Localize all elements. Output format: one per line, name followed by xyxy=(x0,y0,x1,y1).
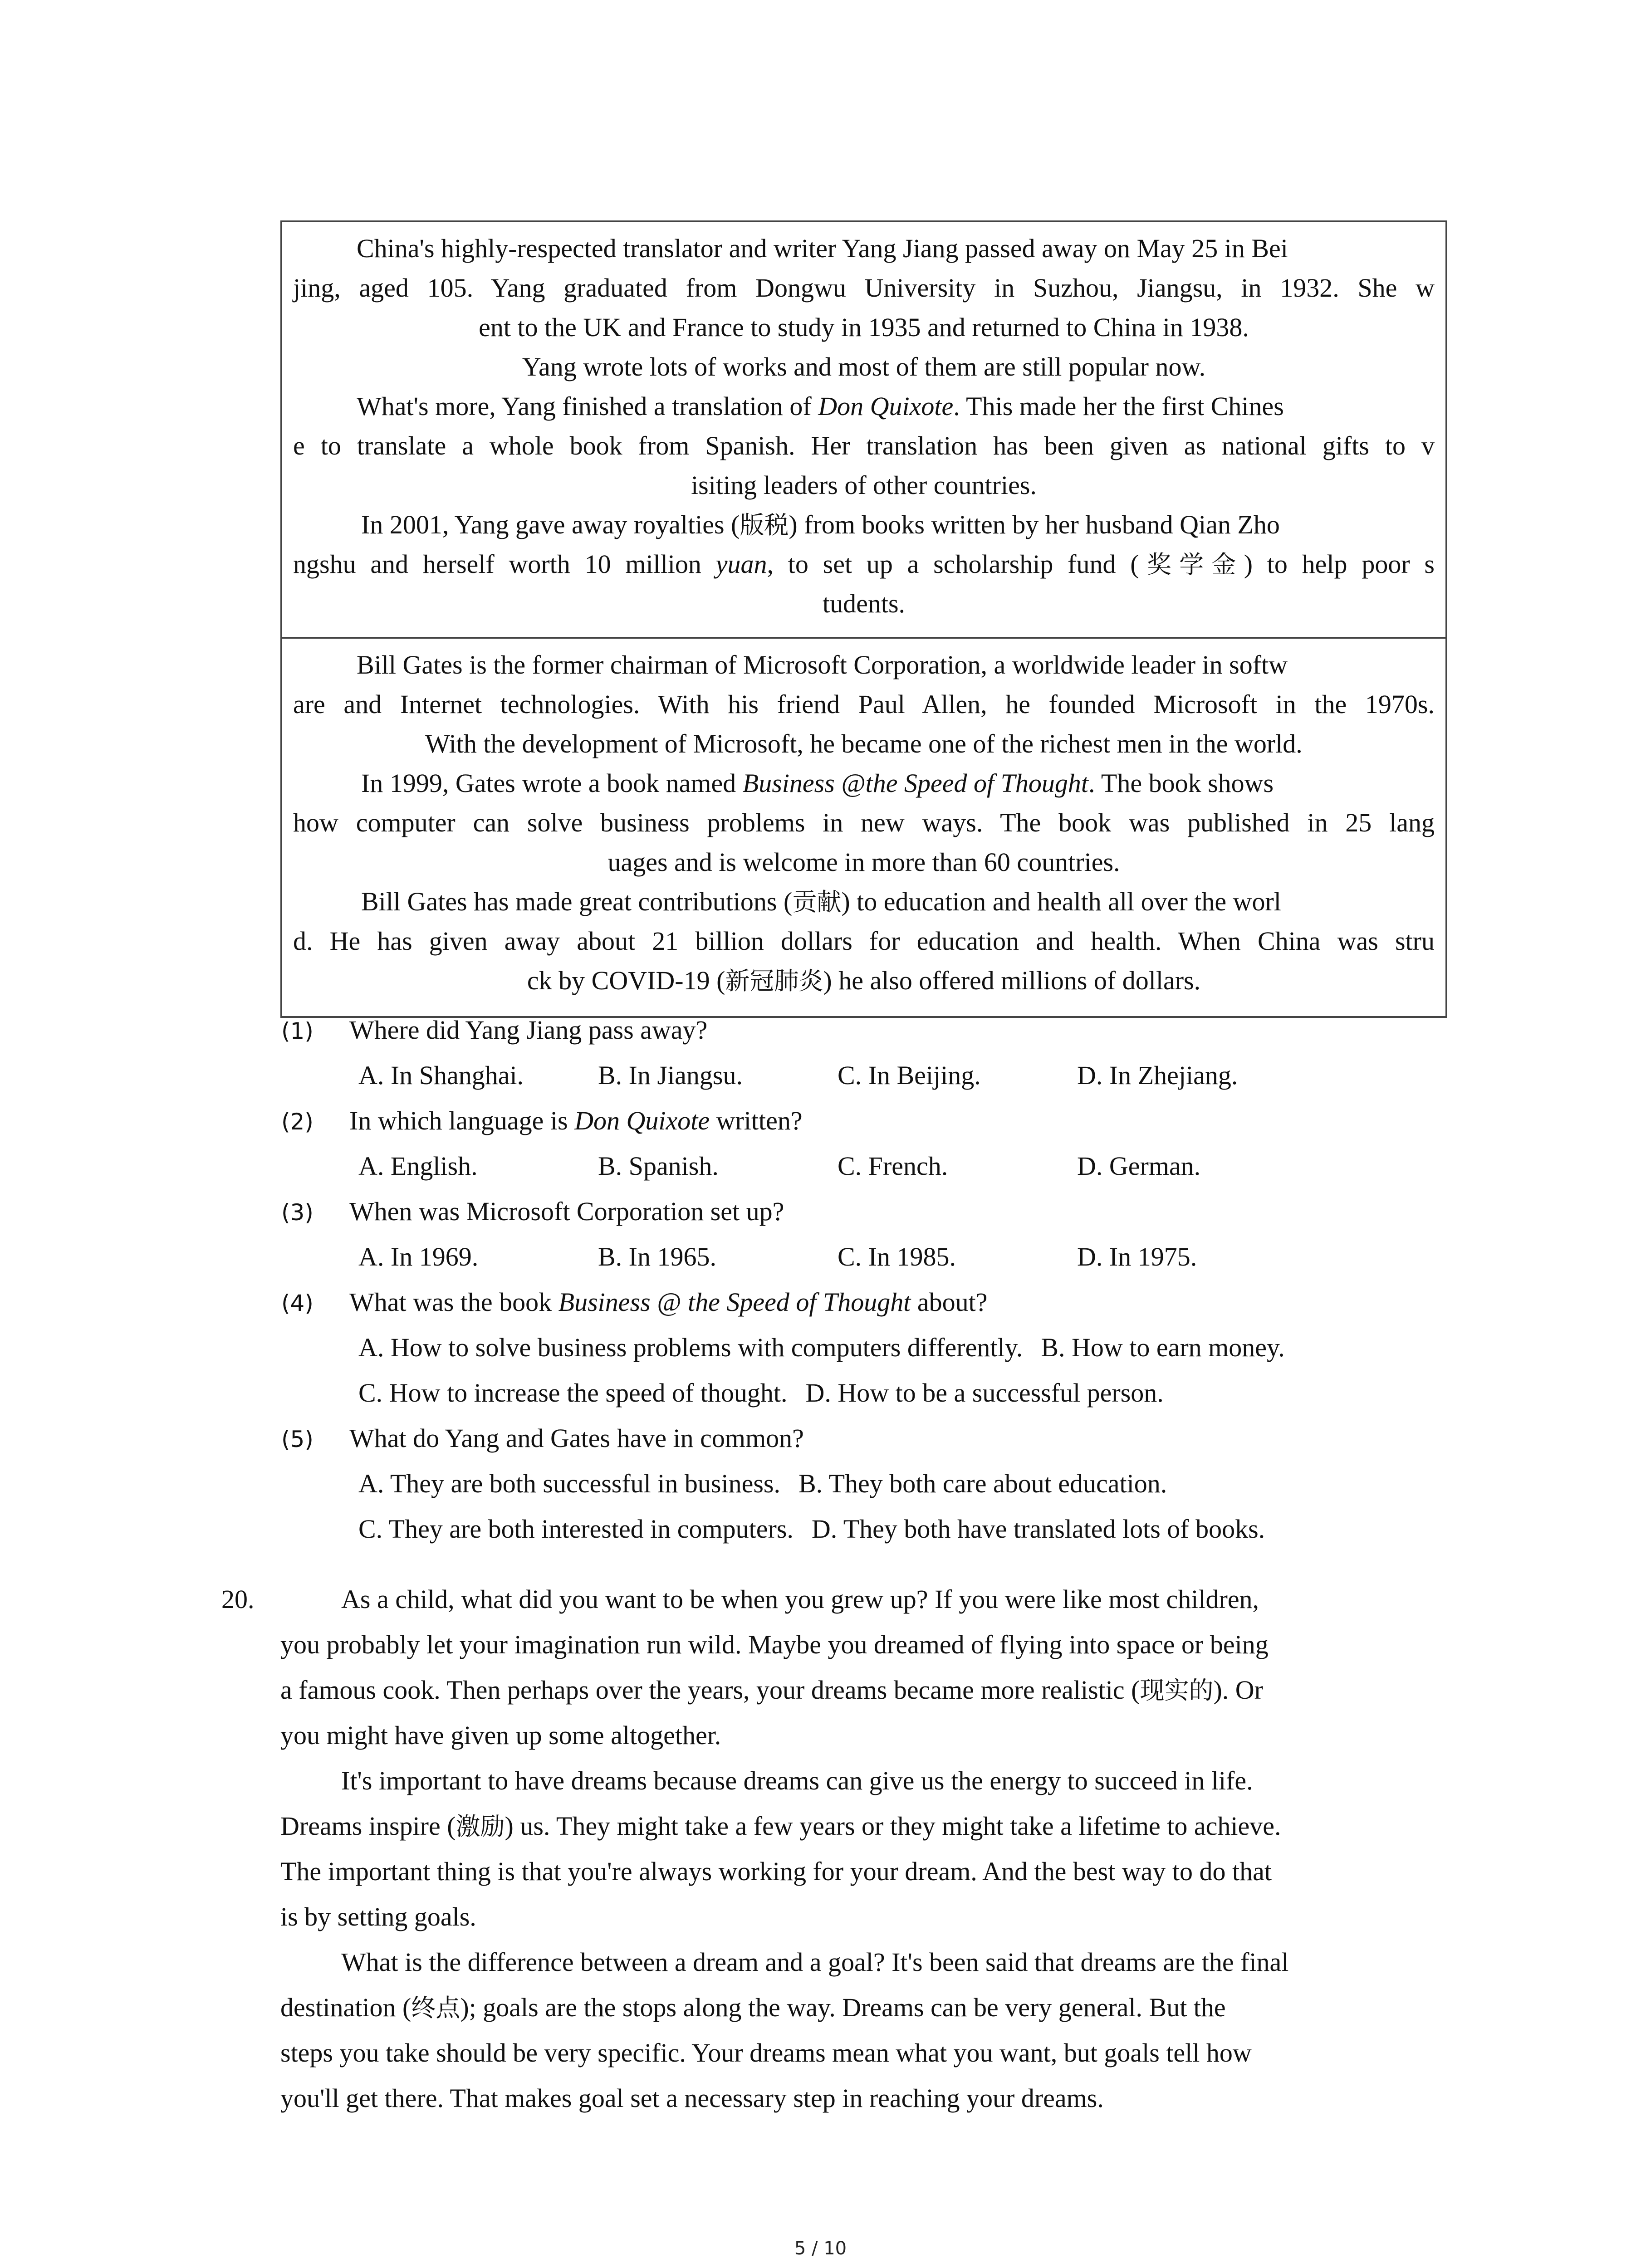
option-d[interactable]: D. They both have translated lots of books. xyxy=(811,1514,1265,1544)
question-5 xyxy=(281,1422,804,1455)
question-text: What do Yang and Gates have in common? xyxy=(349,1423,804,1453)
passage-line: jing, aged 105. Yang graduated from Dongwu University in Suzhou, Jiangsu, in 1932. She w xyxy=(293,273,1435,303)
passage-line: In 1999, Gates wrote a book named Business @the Speed of Thought. The book shows xyxy=(361,768,1274,798)
chinese-gloss: 奖学金 xyxy=(1139,550,1244,579)
passage-line: It's important to have dreams because dreams can give us the energy to succeed in life. xyxy=(341,1766,1253,1795)
passage-line: a famous cook. Then perhaps over the years, your dreams became more realistic (现实的). Or xyxy=(280,1675,1263,1705)
option-a[interactable]: A. How to solve business problems with computers differently. xyxy=(358,1333,1023,1362)
option-b[interactable]: B. They both care about education. xyxy=(798,1469,1167,1498)
chinese-gloss: 终点 xyxy=(411,1994,460,2022)
option-d[interactable]: D. How to be a successful person. xyxy=(805,1378,1164,1408)
passage-line: uages and is welcome in more than 60 countries. xyxy=(607,847,1120,877)
option-a[interactable]: A. They are both successful in business. xyxy=(358,1469,780,1498)
option-b[interactable]: B. In 1965. xyxy=(598,1242,716,1271)
passage-line: In 2001, Yang gave away royalties (版税) from books written by her husband Qian Zho xyxy=(361,510,1280,539)
chinese-gloss: 激励 xyxy=(456,1812,505,1841)
passage-line: steps you take should be very specific. Your dreams mean what you want, but goals tell how xyxy=(280,2038,1252,2068)
chinese-gloss: 版税 xyxy=(740,511,789,539)
question-number: (4) xyxy=(281,1290,314,1316)
passage-line: With the development of Microsoft, he became one of the richest men in the world. xyxy=(425,729,1303,758)
passage-line: tudents. xyxy=(822,589,906,618)
option-c[interactable]: C. They are both interested in computers. xyxy=(358,1514,794,1544)
question-number: (3) xyxy=(281,1199,314,1226)
passage-line: What is the difference between a dream and a goal? It's been said that dreams are the final xyxy=(341,1947,1289,1977)
option-a[interactable]: A. English. xyxy=(358,1151,478,1181)
option-d[interactable]: D. German. xyxy=(1077,1151,1201,1181)
question-2-options xyxy=(358,1150,1200,1182)
option-b[interactable]: B. Spanish. xyxy=(598,1151,719,1181)
passage-line: ent to the UK and France to study in 1935 and returned to China in 1938. xyxy=(479,313,1249,342)
passage-line: isiting leaders of other countries. xyxy=(691,470,1037,500)
passage-bill-gates-box xyxy=(280,637,1447,1018)
passage-line: As a child, what did you want to be when you grew up? If you were like most children, xyxy=(341,1584,1259,1614)
passage-line: e to translate a whole book from Spanish. Her translation has been given as national gifts to v xyxy=(293,431,1435,460)
book-title: Don Quixote xyxy=(818,391,954,421)
option-b[interactable]: B. In Jiangsu. xyxy=(598,1061,743,1090)
question-number-20: 20. xyxy=(221,1584,255,1614)
passage-line: are and Internet technologies. With his friend Paul Allen, he founded Microsoft in the 1970s. xyxy=(293,689,1435,719)
passage-line: Dreams inspire (激励) us. They might take a few years or they might take a lifetime to achieve. xyxy=(280,1811,1281,1841)
question-number: (2) xyxy=(281,1109,314,1135)
passage-line: you might have given up some altogether. xyxy=(280,1721,721,1750)
chinese-gloss: 新冠肺炎 xyxy=(725,967,823,995)
passage-line: The important thing is that you're always working for your dream. And the best way to do that xyxy=(280,1857,1272,1886)
question-text: When was Microsoft Corporation set up? xyxy=(349,1197,784,1226)
question-3-options xyxy=(358,1241,1197,1273)
passage-line: d. He has given away about 21 billion dollars for education and health. When China was stru xyxy=(293,926,1435,956)
question-4: (4) What was the book Business @ the Speed of Thought about? xyxy=(281,1286,987,1319)
option-c[interactable]: C. French. xyxy=(838,1151,948,1181)
passage-line: China's highly-respected translator and writer Yang Jiang passed away on May 25 in Bei xyxy=(357,234,1288,263)
question-1 xyxy=(281,1014,707,1047)
passage-line: Bill Gates has made great contributions (贡献) to education and health all over the worl xyxy=(361,887,1281,916)
question-4-options-row2 xyxy=(358,1377,1182,1409)
passage-20 xyxy=(280,1577,1451,2121)
option-b[interactable]: B. How to earn money. xyxy=(1041,1333,1285,1362)
question-4-options-row1 xyxy=(358,1332,1303,1364)
passage-line: destination (终点); goals are the stops along the way. Dreams can be very general. But the xyxy=(280,1993,1226,2022)
option-a[interactable]: A. In Shanghai. xyxy=(358,1061,524,1090)
passage-line: ngshu and herself worth 10 million yuan, to set up a scholarship fund (奖学金) to help poor s xyxy=(293,549,1435,579)
passage-line: you probably let your imagination run wild. Maybe you dreamed of flying into space or being xyxy=(280,1630,1269,1659)
book-title: Business @ the Speed of Thought xyxy=(558,1287,911,1317)
question-number: (1) xyxy=(281,1018,314,1044)
option-d[interactable]: D. In Zhejiang. xyxy=(1077,1061,1238,1090)
chinese-gloss: 贡献 xyxy=(792,888,842,916)
question-number: (5) xyxy=(281,1426,314,1452)
passage-line: Yang wrote lots of works and most of them are still popular now. xyxy=(522,352,1206,381)
book-title: Business @the Speed of Thought xyxy=(742,768,1088,798)
book-title: Don Quixote xyxy=(574,1106,710,1135)
question-1-options xyxy=(358,1060,1238,1091)
option-c[interactable]: C. In 1985. xyxy=(838,1242,956,1271)
page-number: 5 / 10 xyxy=(794,2238,847,2259)
question-2: (2) In which language is Don Quixote written? xyxy=(281,1105,803,1138)
option-d[interactable]: D. In 1975. xyxy=(1077,1242,1197,1271)
passage-line: you'll get there. That makes goal set a necessary step in reaching your dreams. xyxy=(280,2083,1104,2113)
option-c[interactable]: C. How to increase the speed of thought. xyxy=(358,1378,788,1408)
question-5-options-row2 xyxy=(358,1513,1283,1545)
passage-line: Bill Gates is the former chairman of Microsoft Corporation, a worldwide leader in softw xyxy=(357,650,1288,679)
passage-yang-jiang-box xyxy=(280,220,1447,639)
option-a[interactable]: A. In 1969. xyxy=(358,1242,479,1271)
passage-line: What's more, Yang finished a translation of Don Quixote. This made her the first Chines xyxy=(357,391,1284,421)
passage-line: how computer can solve business problems in new ways. The book was published in 25 lang xyxy=(293,808,1435,837)
question-5-options-row1 xyxy=(358,1468,1185,1500)
passage-line: ck by COVID-19 (新冠肺炎) he also offered millions of dollars. xyxy=(527,966,1201,995)
question-3 xyxy=(281,1196,784,1228)
question-text: Where did Yang Jiang pass away? xyxy=(349,1015,708,1045)
option-c[interactable]: C. In Beijing. xyxy=(838,1061,981,1090)
chinese-gloss: 现实的 xyxy=(1140,1676,1214,1705)
passage-line: is by setting goals. xyxy=(280,1902,476,1931)
